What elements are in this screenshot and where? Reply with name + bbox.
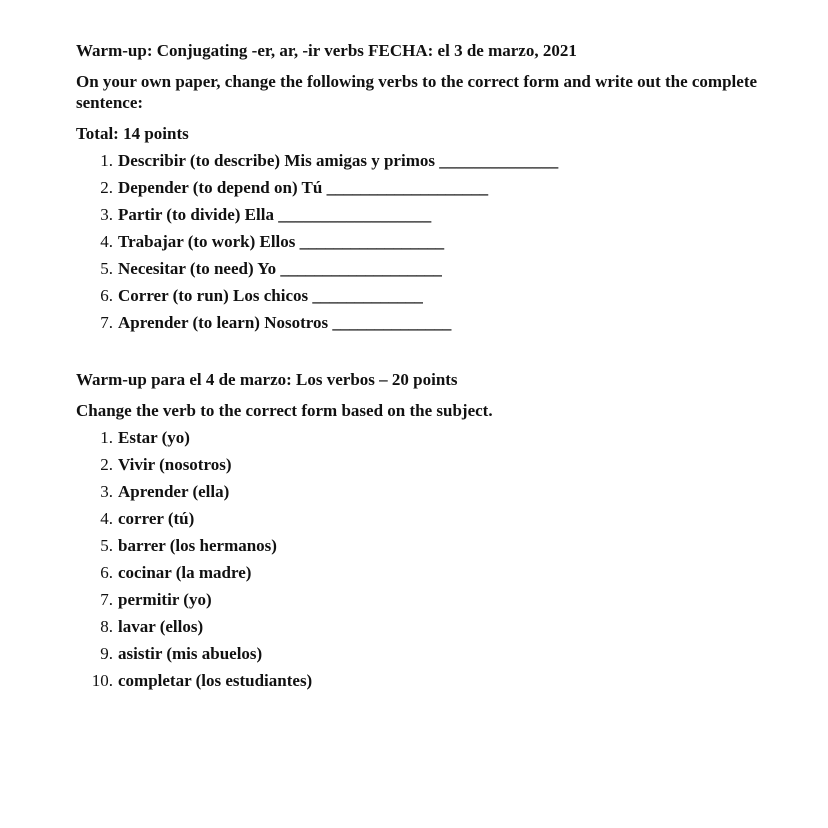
item-text: Partir (to divide) Ella __________________ [118,205,432,224]
item-number: 6. [100,286,113,305]
item-number: 4. [100,509,113,528]
item-number: 10. [91,671,113,690]
list-item [76,589,776,616]
item-number: 2. [100,455,113,474]
list-item [76,177,776,204]
list-item [76,616,776,643]
item-text: Vivir (nosotros) [118,455,232,474]
item-text: Aprender (ella) [118,482,230,501]
item-text: lavar (ellos) [118,617,204,636]
list-item [76,535,776,562]
item-number: 4. [100,232,113,251]
section1-total: Total: 14 points [76,124,189,143]
item-number: 1. [100,428,113,447]
section2-heading: Warm-up para el 4 de marzo: Los verbos – 20 points [76,370,458,389]
list-item [76,454,776,481]
item-text: correr (tú) [118,509,195,528]
section1-list [76,150,776,339]
item-text: cocinar (la madre) [118,563,252,582]
item-number: 9. [100,644,113,663]
section1-instructions: On your own paper, change the following verbs to the correct form and write out the complete sentence: [76,72,758,112]
item-number: 1. [100,151,113,170]
item-text: barrer (los hermanos) [118,536,277,555]
worksheet-page [76,40,776,697]
list-item [76,231,776,258]
section2-instructions: Change the verb to the correct form based on the subject. [76,401,493,420]
list-item [76,150,776,177]
list-item [76,508,776,535]
list-item [76,427,776,454]
item-number: 7. [100,313,113,332]
item-text: permitir (yo) [118,590,212,609]
list-item [76,670,776,697]
list-item [76,481,776,508]
item-text: Aprender (to learn) Nosotros ______________ [118,313,452,332]
item-text: Trabajar (to work) Ellos _________________ [118,232,445,251]
item-number: 5. [100,536,113,555]
item-text: Necesitar (to need) Yo ___________________ [118,259,442,278]
item-number: 7. [100,590,113,609]
list-item [76,204,776,231]
item-text: asistir (mis abuelos) [118,644,263,663]
item-number: 3. [100,482,113,501]
list-item [76,643,776,670]
item-number: 3. [100,205,113,224]
item-number: 6. [100,563,113,582]
item-text: completar (los estudiantes) [118,671,313,690]
list-item [76,258,776,285]
list-item [76,312,776,339]
item-text: Estar (yo) [118,428,190,447]
section2-list [76,427,776,697]
item-text: Describir (to describe) Mis amigas y primos ______________ [118,151,559,170]
list-item [76,562,776,589]
item-number: 5. [100,259,113,278]
section2 [76,369,776,697]
section1-heading: Warm-up: Conjugating -er, ar, -ir verbs FECHA: el 3 de marzo, 2021 [76,41,577,60]
item-number: 8. [100,617,113,636]
item-text: Correr (to run) Los chicos _____________ [118,286,423,305]
item-number: 2. [100,178,113,197]
item-text: Depender (to depend on) Tú ___________________ [118,178,489,197]
list-item [76,285,776,312]
